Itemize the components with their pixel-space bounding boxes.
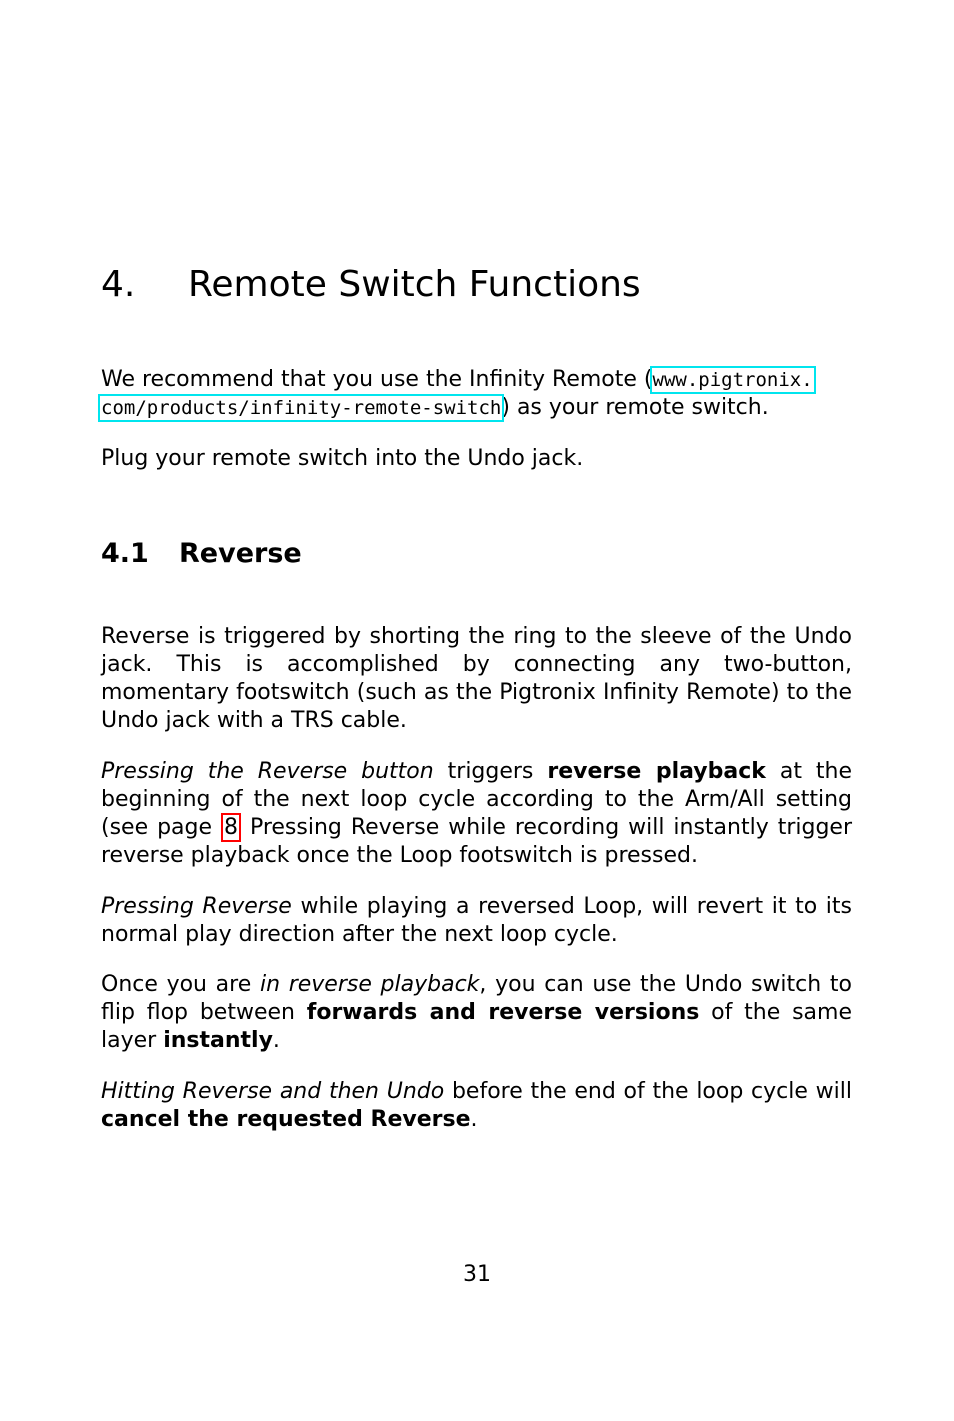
strong-text: cancel the requested Reverse [101,1107,471,1132]
url-link-line1[interactable]: www.pigtronix. [652,369,813,391]
chapter-heading [101,264,641,305]
section-number: 4.1 [101,538,149,569]
revert-paragraph [101,893,852,949]
strong-text: instantly [163,1028,273,1053]
emphasis-text: Pressing Reverse [101,894,292,919]
body-text: at the beginning of the next loop cycle according to the Arm/All setting (see page [101,759,853,840]
body-text: while playing a reversed Loop, will revert it to its normal play direction after the next loop cycle. [101,894,852,947]
body-text: . [470,1107,478,1132]
emphasis-text: Hitting Reverse and then Undo [101,1079,445,1104]
plug-paragraph: Plug your remote switch into the Undo jack. [101,446,584,471]
section-title: Reverse [179,538,302,569]
page-number: 31 [463,1262,491,1287]
body-text: , you can use the Undo switch to flip flop between [101,972,852,1025]
body-text: Pressing Reverse while recording will instantly trigger reverse playback once the Loop footswitch is pressed. [101,815,852,868]
chapter-title: Remote Switch Functions [188,264,641,305]
section-heading [101,538,302,569]
body-text: before the end of the loop cycle will [444,1079,852,1104]
reverse-button-paragraph [101,758,852,870]
emphasis-text: in reverse playback [259,972,480,997]
url-link-line2[interactable]: com/products/infinity-remote-switch [101,397,502,419]
intro-text-after: ) as your remote switch. [501,395,769,420]
intro-text-before: We recommend that you use the Infinity Remote ( [101,367,653,392]
flip-flop-paragraph [101,971,852,1055]
cancel-paragraph [101,1078,852,1134]
strong-text: forwards and reverse versions [306,1000,700,1025]
body-text: Once you are [101,972,260,997]
intro-paragraph [101,366,852,422]
body-text: of the same layer [101,1000,852,1053]
strong-text: reverse playback [547,759,766,784]
emphasis-text: Pressing the Reverse button [101,759,434,784]
reverse-trigger-paragraph: Reverse is triggered by shorting the ring to the sleeve of the Undo jack. This is accomplished by connecting any two-button, momentary footswitch (such as the Pigtronix Infinity Remote) to the Undo jack with a TRS cable. [101,624,852,733]
chapter-number: 4. [101,264,136,305]
page-reference-link[interactable]: 8 [221,813,241,842]
body-text: . [272,1028,280,1053]
body-text: triggers [433,759,548,784]
